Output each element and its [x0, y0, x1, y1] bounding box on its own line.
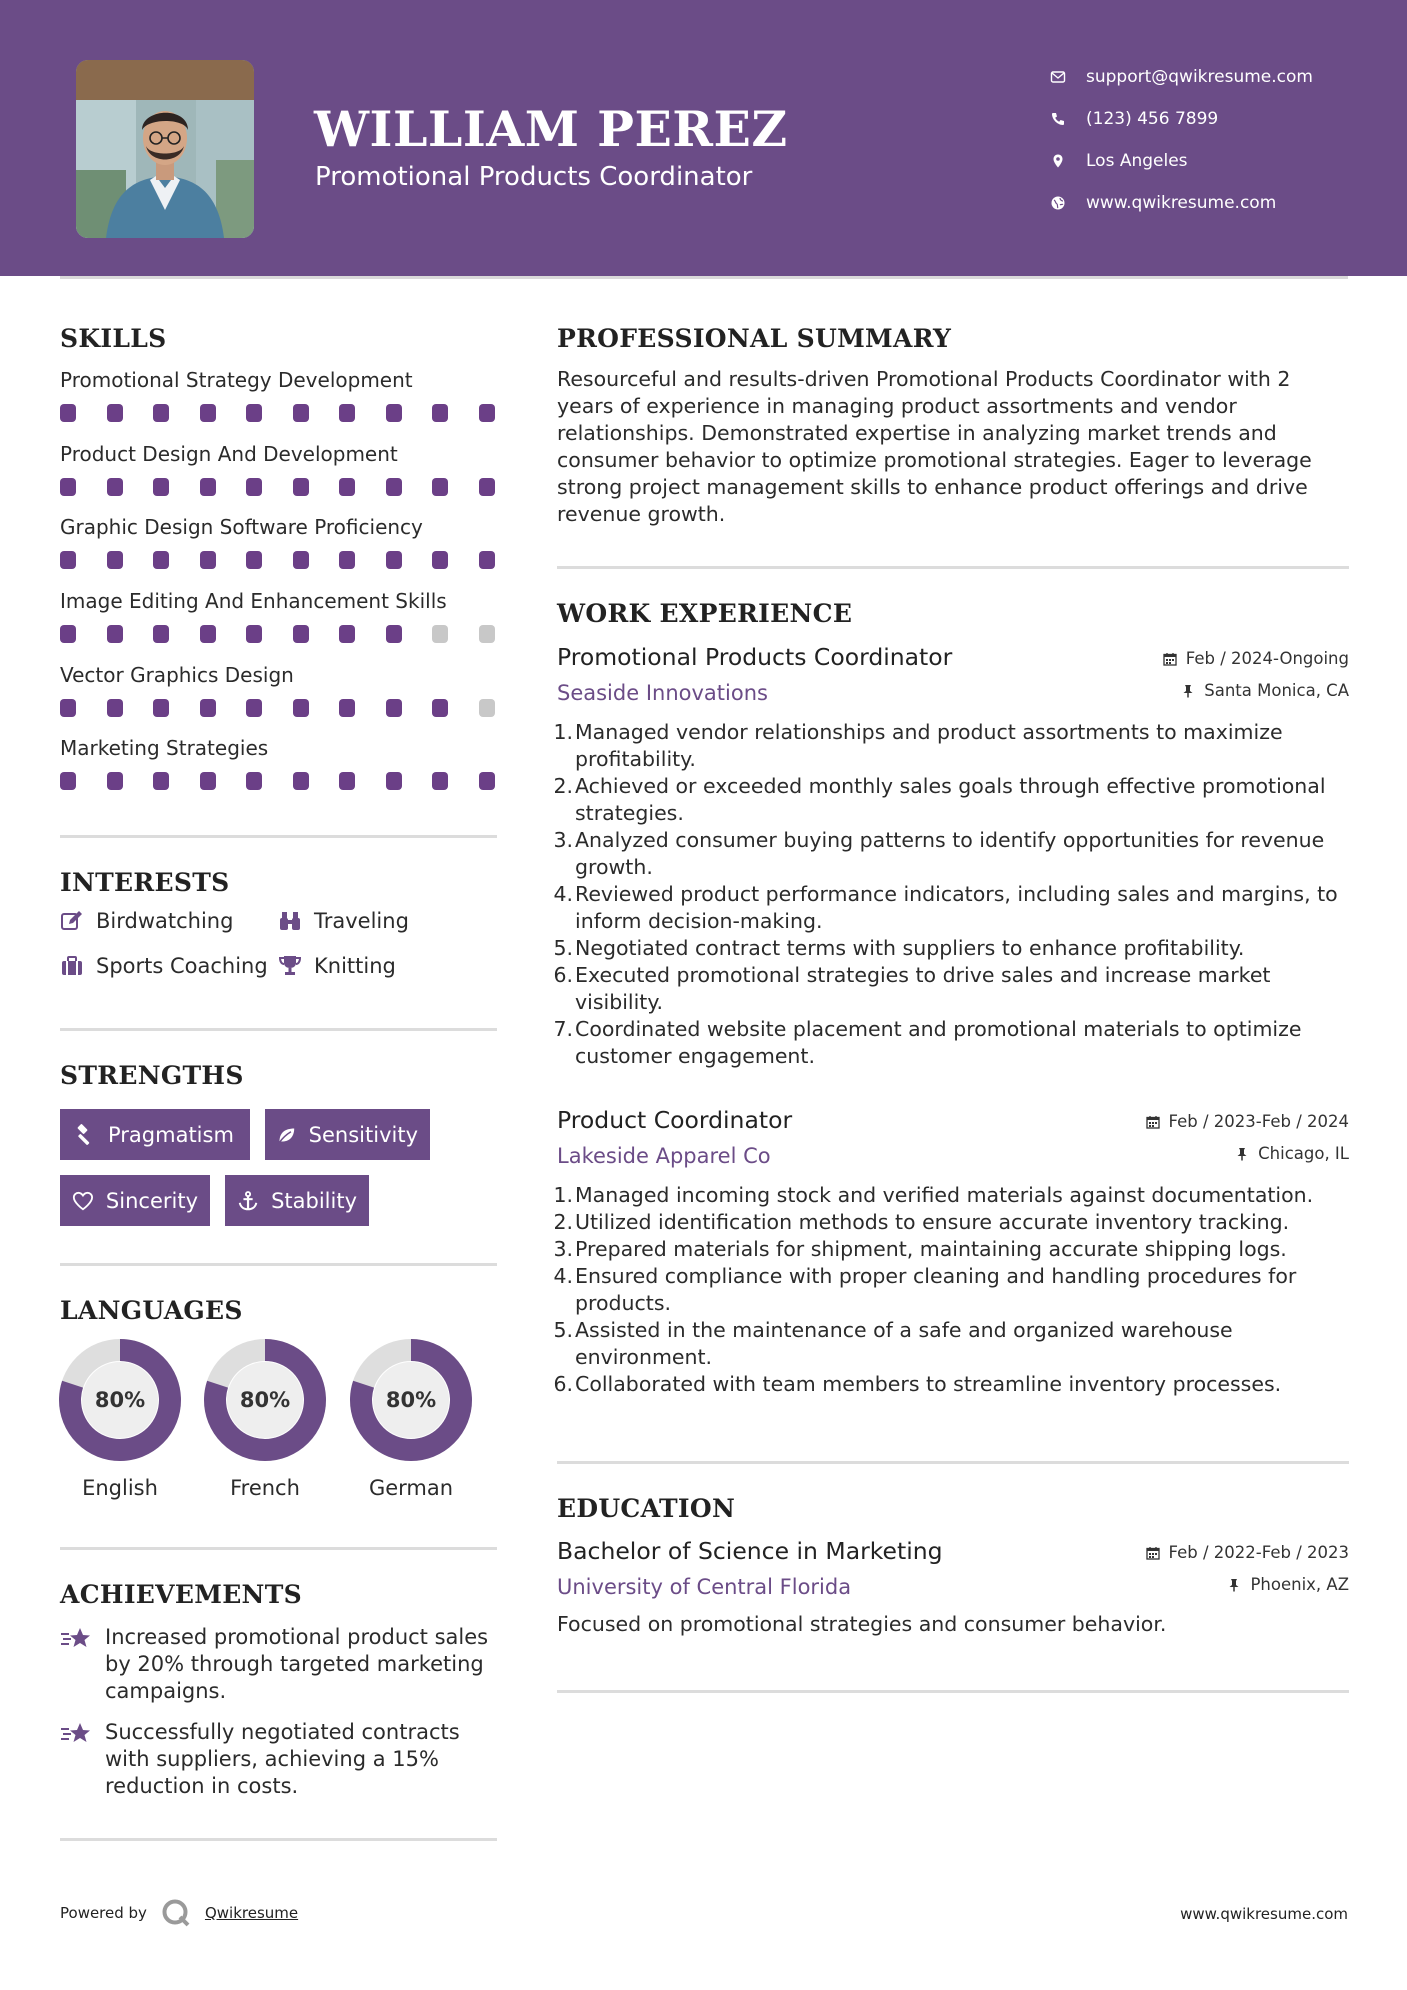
skill-item: [60, 513, 500, 569]
job-bullet: 5. Negotiated contract terms with suppliers to enhance profitability.: [553, 936, 1245, 960]
rating-dot-filled: [432, 404, 448, 422]
education-date: [1146, 1543, 1349, 1562]
languages-title: LANGUAGES: [60, 1296, 243, 1325]
skill-name: Image Editing And Enhancement Skills: [60, 589, 447, 613]
skill-item: [60, 366, 500, 422]
skills-title: SKILLS: [60, 324, 167, 353]
education-location: [1227, 1575, 1349, 1594]
phone-icon: [1050, 111, 1086, 127]
contact-email-text: support@qwikresume.com: [1086, 67, 1313, 87]
job-bullet: 1. Managed incoming stock and verified materials against documentation.: [553, 1183, 1314, 1207]
map-pin-icon: [1050, 153, 1086, 169]
rating-dot-filled: [153, 699, 169, 717]
language-ring: [349, 1338, 473, 1462]
resume-header: [0, 0, 1407, 276]
footer-powered-by: [60, 1898, 298, 1928]
pushpin-icon: [1181, 684, 1195, 698]
rating-dot-filled: [60, 551, 76, 569]
contact-location-text: Los Angeles: [1086, 151, 1188, 171]
job-header: [557, 643, 1349, 715]
calendar-icon: [1163, 652, 1177, 666]
rating-dot-empty: [432, 625, 448, 643]
rating-dot-filled: [293, 551, 309, 569]
language-percent: 80%: [94, 1388, 146, 1412]
job-bullet: 4. Ensured compliance with proper cleaning and handling procedures for products.: [553, 1264, 1297, 1315]
rating-dot-filled: [339, 404, 355, 422]
job-location: [1235, 1144, 1349, 1163]
star-trail-icon: [60, 1625, 92, 1655]
candidate-name: WILLIAM PEREZ: [314, 100, 788, 158]
interest-item: [60, 951, 268, 981]
strengths-title: STRENGTHS: [60, 1061, 244, 1090]
qwikresume-logo-icon: [161, 1898, 191, 1928]
language-name: French: [230, 1476, 300, 1500]
footer-website[interactable]: www.qwikresume.com: [1180, 1905, 1348, 1923]
section-divider: [557, 1690, 1349, 1693]
job-location-text: Chicago, IL: [1258, 1144, 1349, 1163]
gavel-icon: [72, 1123, 96, 1147]
rating-dot-filled: [107, 478, 123, 496]
section-divider: [60, 1547, 497, 1550]
language-item: [349, 1338, 473, 1500]
job-date: [1146, 1112, 1349, 1131]
anchor-icon: [237, 1189, 259, 1213]
language-name: English: [82, 1476, 158, 1500]
rating-dot-filled: [153, 772, 169, 790]
contact-location: [1050, 140, 1380, 182]
job-company: Seaside Innovations: [557, 681, 768, 705]
rating-dot-filled: [246, 478, 262, 496]
section-divider: [557, 1461, 1349, 1464]
candidate-role: Promotional Products Coordinator: [315, 162, 753, 192]
strength-tag: [60, 1175, 210, 1226]
contact-website[interactable]: [1050, 182, 1380, 224]
job-bullet: 5. Assisted in the maintenance of a safe and organized warehouse environment.: [553, 1318, 1233, 1369]
education-school: University of Central Florida: [557, 1575, 852, 1599]
job-date-text: Feb / 2023-Feb / 2024: [1168, 1112, 1349, 1131]
profile-photo: [76, 60, 254, 238]
job-title: Product Coordinator: [557, 1106, 793, 1134]
contact-phone-text: (123) 456 7899: [1086, 109, 1219, 129]
rating-dot-filled: [246, 404, 262, 422]
language-item: [203, 1338, 327, 1500]
skill-rating: [60, 478, 500, 496]
rating-dot-filled: [107, 551, 123, 569]
pencil-square-icon: [60, 909, 84, 933]
skill-item: [60, 440, 500, 496]
rating-dot-filled: [200, 699, 216, 717]
pushpin-icon: [1227, 1578, 1241, 1592]
rating-dot-filled: [386, 478, 402, 496]
rating-dot-empty: [479, 699, 495, 717]
rating-dot-filled: [60, 772, 76, 790]
skill-rating: [60, 551, 500, 569]
job-bullet: 3. Analyzed consumer buying patterns to identify opportunities for revenue growth.: [553, 828, 1325, 879]
heart-icon: [72, 1189, 94, 1213]
rating-dot-filled: [432, 551, 448, 569]
rating-dot-filled: [339, 551, 355, 569]
job-bullets: [553, 719, 1349, 1070]
job-bullet: 4. Reviewed product performance indicators, including sales and margins, to inform decision-making.: [553, 882, 1338, 933]
interest-label: Birdwatching: [96, 909, 234, 933]
rating-dot-filled: [246, 699, 262, 717]
strength-tag: [265, 1109, 430, 1160]
job-company: Lakeside Apparel Co: [557, 1144, 771, 1168]
rating-dot-filled: [246, 625, 262, 643]
skill-item: [60, 661, 500, 717]
skill-rating: [60, 404, 500, 422]
job-bullet: 3. Prepared materials for shipment, maintaining accurate shipping logs.: [553, 1237, 1287, 1261]
strength-tag: [60, 1109, 250, 1160]
achievement-item: [60, 1624, 500, 1705]
language-ring: [203, 1338, 327, 1462]
language-ring: [58, 1338, 182, 1462]
interest-item: [278, 906, 409, 936]
interest-item: [278, 951, 396, 981]
section-divider: [60, 1838, 497, 1841]
rating-dot-filled: [386, 551, 402, 569]
rating-dot-filled: [60, 404, 76, 422]
rating-dot-filled: [479, 404, 495, 422]
strength-label: Sensitivity: [308, 1122, 418, 1147]
rating-dot-filled: [293, 699, 309, 717]
achievements-title: ACHIEVEMENTS: [60, 1580, 302, 1609]
rating-dot-filled: [153, 478, 169, 496]
rating-dot-filled: [339, 772, 355, 790]
rating-dot-filled: [60, 478, 76, 496]
rating-dot-filled: [432, 699, 448, 717]
rating-dot-filled: [386, 625, 402, 643]
skill-name: Vector Graphics Design: [60, 663, 294, 687]
rating-dot-filled: [107, 625, 123, 643]
leaf-icon: [277, 1123, 297, 1147]
job-bullet: 2. Utilized identification methods to ensure accurate inventory tracking.: [553, 1210, 1290, 1234]
skill-item: [60, 587, 500, 643]
rating-dot-filled: [153, 551, 169, 569]
strength-label: Sincerity: [105, 1188, 198, 1213]
profile-photo-illustration: [76, 60, 254, 238]
calendar-icon: [1146, 1115, 1160, 1129]
rating-dot-filled: [339, 625, 355, 643]
rating-dot-filled: [246, 772, 262, 790]
strength-label: Stability: [271, 1188, 357, 1213]
rating-dot-filled: [246, 551, 262, 569]
rating-dot-filled: [107, 772, 123, 790]
job-entry: [553, 643, 1349, 1070]
summary-title: PROFESSIONAL SUMMARY: [557, 324, 952, 353]
education-location-text: Phoenix, AZ: [1250, 1575, 1349, 1594]
trophy-icon: [278, 954, 302, 978]
job-bullet: 7. Coordinated website placement and promotional materials to optimize customer engagement.: [553, 1017, 1302, 1068]
language-percent: 80%: [385, 1388, 437, 1412]
rating-dot-empty: [479, 625, 495, 643]
job-date: [1163, 649, 1349, 668]
rating-dot-filled: [386, 699, 402, 717]
rating-dot-filled: [432, 772, 448, 790]
summary-text: Resourceful and results-driven Promotional Products Coordinator with 2 years of experience in managing product assortments and vendor relationships. Demonstrated expertise in analyzing market trends and consumer behavior to optimize promotional strategies. Eager to leverage strong project management skills to enhance product offerings and drive revenue growth.: [557, 367, 1312, 526]
rating-dot-filled: [153, 404, 169, 422]
interest-label: Sports Coaching: [96, 954, 268, 978]
skill-name: Product Design And Development: [60, 442, 398, 466]
interest-label: Knitting: [314, 954, 396, 978]
binoculars-icon: [278, 909, 302, 933]
brand-link[interactable]: Qwikresume: [204, 1904, 299, 1922]
job-entry: [553, 1106, 1349, 1398]
rating-dot-filled: [200, 478, 216, 496]
rating-dot-filled: [479, 551, 495, 569]
rating-dot-filled: [153, 625, 169, 643]
rating-dot-filled: [293, 625, 309, 643]
skill-rating: [60, 625, 500, 643]
education-header: [557, 1537, 1349, 1609]
rating-dot-filled: [200, 625, 216, 643]
language-percent: 80%: [239, 1388, 291, 1412]
job-location: [1181, 681, 1349, 700]
job-bullet: 6. Collaborated with team members to streamline inventory processes.: [553, 1372, 1282, 1396]
achievement-text: Increased promotional product sales by 20% through targeted marketing campaigns.: [105, 1625, 489, 1703]
section-divider: [60, 1263, 497, 1266]
rating-dot-filled: [293, 404, 309, 422]
rating-dot-filled: [386, 772, 402, 790]
skill-rating: [60, 699, 500, 717]
education-entry: [557, 1537, 1349, 1638]
contact-phone[interactable]: [1050, 98, 1380, 140]
skill-name: Promotional Strategy Development: [60, 368, 413, 392]
rating-dot-filled: [200, 551, 216, 569]
interest-item: [60, 906, 233, 936]
skill-name: Marketing Strategies: [60, 736, 269, 760]
rating-dot-filled: [479, 772, 495, 790]
job-location-text: Santa Monica, CA: [1204, 681, 1349, 700]
achievement-item: [60, 1719, 500, 1800]
experience-title: WORK EXPERIENCE: [557, 599, 853, 628]
section-divider: [60, 1028, 497, 1031]
globe-icon: [1050, 195, 1086, 211]
job-header: [557, 1106, 1349, 1178]
job-bullet: 2. Achieved or exceeded monthly sales goals through effective promotional strategies.: [553, 774, 1326, 825]
star-trail-icon: [60, 1720, 92, 1750]
skill-name: Graphic Design Software Proficiency: [60, 515, 423, 539]
interests-title: INTERESTS: [60, 868, 230, 897]
job-bullet: 6. Executed promotional strategies to drive sales and increase market visibility.: [553, 963, 1271, 1014]
rating-dot-filled: [293, 772, 309, 790]
rating-dot-filled: [200, 772, 216, 790]
rating-dot-filled: [60, 625, 76, 643]
rating-dot-filled: [107, 404, 123, 422]
rating-dot-filled: [107, 699, 123, 717]
strength-label: Pragmatism: [108, 1122, 234, 1147]
powered-by-text: Powered by: [60, 1904, 147, 1922]
job-bullets: [553, 1182, 1349, 1398]
envelope-icon: [1050, 69, 1086, 85]
skill-item: [60, 734, 500, 790]
language-name: German: [368, 1476, 454, 1500]
pushpin-icon: [1235, 1147, 1249, 1161]
job-title: Promotional Products Coordinator: [557, 643, 953, 671]
contact-website-text: www.qwikresume.com: [1086, 193, 1277, 213]
interest-label: Traveling: [314, 909, 409, 933]
education-title: EDUCATION: [557, 1494, 736, 1523]
rating-dot-filled: [432, 478, 448, 496]
education-degree: Bachelor of Science in Marketing: [557, 1537, 943, 1565]
rating-dot-filled: [293, 478, 309, 496]
section-divider: [60, 835, 497, 838]
skill-rating: [60, 772, 500, 790]
calendar-icon: [1146, 1546, 1160, 1560]
job-date-text: Feb / 2024-Ongoing: [1185, 649, 1349, 668]
education-date-text: Feb / 2022-Feb / 2023: [1168, 1543, 1349, 1562]
achievement-text: Successfully negotiated contracts with suppliers, achieving a 15% reduction in costs.: [105, 1720, 460, 1798]
contact-list: [1050, 56, 1380, 224]
rating-dot-filled: [60, 699, 76, 717]
job-bullet: 1. Managed vendor relationships and product assortments to maximize profitability.: [553, 720, 1283, 771]
education-description: Focused on promotional strategies and consumer behavior.: [557, 1612, 1167, 1636]
rating-dot-filled: [479, 478, 495, 496]
rating-dot-filled: [339, 478, 355, 496]
rating-dot-filled: [339, 699, 355, 717]
rating-dot-filled: [386, 404, 402, 422]
section-divider: [557, 566, 1349, 569]
header-divider: [60, 276, 1348, 279]
language-item: [58, 1338, 182, 1500]
strength-tag: [225, 1175, 369, 1226]
briefcase-icon: [60, 954, 84, 978]
contact-email[interactable]: [1050, 56, 1380, 98]
rating-dot-filled: [200, 404, 216, 422]
